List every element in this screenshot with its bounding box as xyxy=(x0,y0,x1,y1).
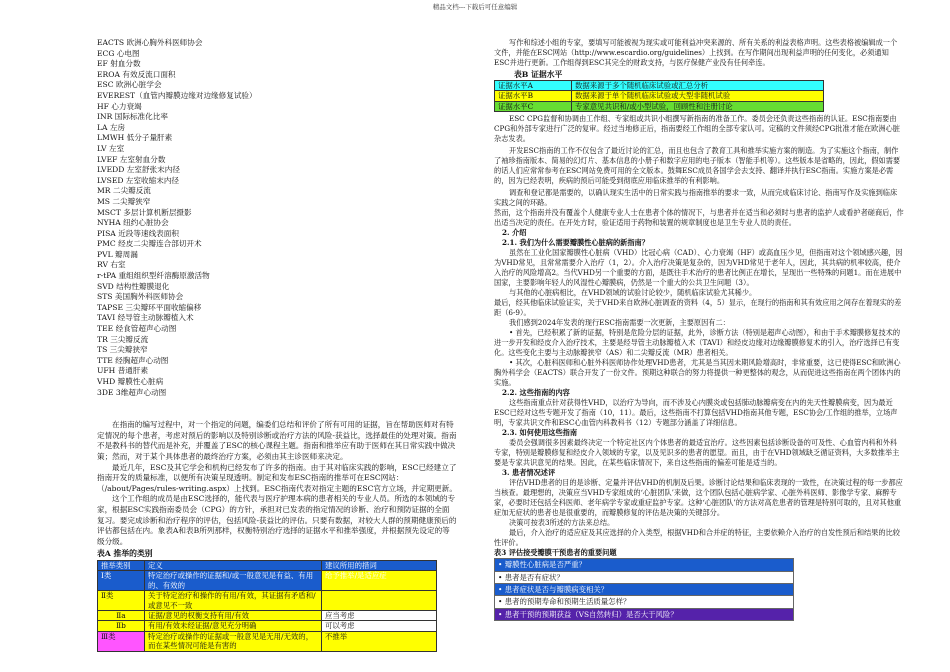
abbreviation-item: LV 左室 xyxy=(97,143,125,153)
paragraph: 然而，这个指南并没有覆盖个人健康专业人士在患者个体的情况下，与患者并在适当和必须时与患者的监护人或看护者磋商后，作出适当决定的责任。在开处方时，验证适用于药物和装置的规章制度也是卫生专业人员的责任。 xyxy=(494,208,904,228)
abbreviation-item: ESC 欧洲心脏学会 xyxy=(97,80,162,90)
table-cell: 应当考虑 xyxy=(322,610,437,620)
table-cell: 证据水平C xyxy=(495,101,572,111)
abbreviation-item: LVSED 左室收缩末内径 xyxy=(97,175,180,185)
table-3-row: • 患者干预的预期获益（VS自然转归）是否大于风险？ xyxy=(494,609,794,621)
table-cell: 可以考虑 xyxy=(322,621,437,631)
paragraph: 开发ESC指南的工作不仅包含了最近讨论的汇总，而且也包含了教育工具和推举实施方案的制造。为了实施这个指南，制作了袖珍指南版本、简易的幻灯片、基本信息的小册子和数字应用的电子版本（智能手机等）。这些版本是省略的，因此，假如需要的话人们应常常参考在ESC网站免费可用的全文版本。鼓舞ESC成员各国学会去支持、翻译并执行ESC指南。实施方案是必需的，因为已经表明，疾病的预后可能受到彻底应用临床推举的有利影响。 xyxy=(494,146,901,186)
table-3-row: • 患者的预期寿命和预期生活质量怎样？ xyxy=(494,596,794,608)
paragraph: 我们感到2024年发表的现行ESC指南需要一次更新，主要原因有二： xyxy=(509,318,730,328)
abbreviation-item: MSCT 多层计算机断层摄影 xyxy=(97,207,192,217)
table-cell: 不推举 xyxy=(322,631,437,651)
table-row xyxy=(98,571,437,591)
right-column xyxy=(494,38,904,621)
paragraph: 最近几年，ESC及其它学会和机构已经发布了许多的指南。由于其对临床实践的影响，ESC已经建立了指南开发的质量标准，以便所有决策呈现透明。制定和发布ESC指南的推举可在ESC网站：（/about/Pages/rules-writing.aspx）上找到。ESC指南代表对指定主题的ESC官方立场，并定期更新。 xyxy=(97,462,457,493)
paragraph: 决策可按表3所述的方法来总结。 xyxy=(509,518,615,528)
table-cell: 专家意见共识和/或小型试验，回顾性和注册讨论 xyxy=(572,101,824,111)
table-cell: 证据水平A xyxy=(495,81,572,91)
section-heading: 2. 介绍 xyxy=(502,228,527,238)
table-cell: 特定治疗或操作的证据或一般意见是无用/无效的，而在某些情况可能是有害的 xyxy=(145,631,322,651)
abbreviation-item: EVEREST（血管内瓣膜边缘对边缘修复试验） xyxy=(97,90,257,100)
abbreviation-item: TR 三尖瓣反流 xyxy=(97,334,149,344)
abbreviation-item: RV 右室 xyxy=(97,260,126,270)
paragraph: • 首先，已经积累了新的证据，特别是危险分层的证据，此外，诊断方法（特别是超声心动图），和由于手术瓣膜修复技术的进一步开发和经皮介入治疗技术，主要是经导管主动脉瓣植入术（TAVI）和经皮边缘对边缘瓣膜修复术的引入，治疗选择已有变化。这些变化主要与主动脉瓣狭窄（AS）和二尖瓣反流（MR）患者相关。 xyxy=(494,328,901,358)
table-cell: Ⅱa xyxy=(98,610,145,620)
abbreviation-item: TTE 经胸超声心动图 xyxy=(97,355,169,365)
table-row xyxy=(495,91,824,101)
abbreviation-item: UFH 普通肝素 xyxy=(97,366,149,376)
paragraph: 与其他的心脏病相比，在VHD领域的试验讨论较少，随机临床试验尤其稀少。 xyxy=(509,288,757,298)
table-3-title: 表3 评估接受瓣膜干预患者的重要问题 xyxy=(494,548,617,558)
table-row xyxy=(98,621,437,631)
table-header: 推举类别 xyxy=(98,560,145,570)
abbreviation-item: VHD 瓣膜性心脏病 xyxy=(97,377,164,386)
section-heading: 2.3. 如何使用这些指南 xyxy=(502,428,578,438)
table-cell: Ⅰ类 xyxy=(98,571,145,591)
table-a xyxy=(97,560,437,652)
abbreviation-item: PMC 经皮二尖瓣连合部切开术 xyxy=(97,239,202,249)
table-b-title: 表B 证据水平 xyxy=(514,70,563,79)
table-row xyxy=(98,610,437,620)
table-3-row: • 瓣膜性心脏病是否严重？ xyxy=(494,558,794,571)
abbreviation-item: EF 射血分数 xyxy=(97,59,141,69)
abbreviation-item: LA 左房 xyxy=(97,122,126,132)
table-3-row: • 患者是否有症状？ xyxy=(494,572,794,584)
paragraph: 这些指南重点针对获得性VHD，以治疗为导向，而不涉及心内膜炎或包括肺动脉瓣病变在内的先天性瓣膜病变，因为最近ESC已经对这些专题开发了指南（10，11）。最后，这些指南不打算包括VHD指南其他专题，ESC协会/工作组的推举，立场声明，专家共识文件和ESC心血管内科教科书（12）专题部分涵盖了详细信息。 xyxy=(494,398,898,428)
abbreviation-item: TEE 经食管超声心动图 xyxy=(97,324,177,334)
table-row xyxy=(98,631,437,651)
table-cell: 数据来源于单个随机临床试验或大型非随机试验 xyxy=(572,91,824,101)
table-cell: 特定治疗或操作的证据和/或一般意见是有益、有用的、有效的 xyxy=(145,571,322,591)
abbreviation-item: EACTS 欧洲心胸外科医师协会 xyxy=(97,38,203,47)
table-cell: Ⅲ类 xyxy=(98,631,145,651)
abbreviation-item: r-tPA 重组组织型纤溶酶原激活物 xyxy=(97,271,210,281)
paragraph: 评估VHD患者的目的是诊断、定量并评估VHD的机制及后果。诊断讨论结果和临床表现的一致性，在决策过程的每一步都应当核查。最理想的，决策应当VHD专家组成的‘心脏团队’来做，这个团队包括心脏病学家、心脏外科医师、影像学专家、麻醉专家，必要时还包括全科医师、老年病学专家或重症监护专家。这种‘心脏团队’的方法对高危患者的管理是特别可取的，且对其他重症加无症状的患者也是很重要的，而瓣膜修复的评估是决策的关键部分。 xyxy=(494,478,903,518)
table-cell: Ⅱ类 xyxy=(98,591,145,611)
abbreviation-item: ECG 心电图 xyxy=(97,48,140,58)
abbreviation-item: LVEF 左室射血分数 xyxy=(97,154,166,164)
paragraph: 最后，经其他临床试验证实，关于VHD来自欧洲心脏调查的资料（4，5）显示，在现行的指南和其有效应用之间存在着现实的差距（6-9）。 xyxy=(494,298,902,318)
abbreviation-item: SVD 结构性瓣膜退化 xyxy=(97,281,170,291)
abbreviation-item: PVL 瓣周漏 xyxy=(97,249,138,259)
table-cell xyxy=(322,591,437,611)
paragraph: 最后，介入治疗的适应症及其应选择的介入类型，根据VHD和合并症的特征，主要依赖介入治疗的自发性预后和结果的比较性评价。 xyxy=(494,528,900,548)
table-row xyxy=(495,101,824,111)
section-heading: 2.2. 这些指南的内容 xyxy=(502,388,570,398)
abbreviation-item: PISA 近段等速线表面积 xyxy=(97,228,179,238)
page-header: 精品文档---下载后可任意编辑 xyxy=(432,3,518,11)
table-header: 定义 xyxy=(145,560,322,570)
table-cell: 证据/意见的权衡支持有用/有效 xyxy=(145,610,322,620)
abbreviation-item: INR 国际标准化比率 xyxy=(97,112,168,122)
section-heading: 2.1. 我们为什么需要瓣膜性心脏病的新指南？ xyxy=(502,238,649,248)
abbreviation-list xyxy=(97,38,457,398)
abbreviation-item: STS 美国胸外科医师协会 xyxy=(97,292,184,302)
table-b xyxy=(494,80,824,112)
table-a-title: 表A 推举的类别 xyxy=(97,549,153,559)
table-row xyxy=(98,591,437,611)
table-cell: 证据水平B xyxy=(495,91,572,101)
table-cell: 给予推举/是适应症 xyxy=(322,571,437,591)
paragraph: 虽然在工业化国家瓣膜性心脏病（VHD）比冠心病（CAD）、心力衰竭（HF）或高血压少见，但指南对这个领域感兴趣，因为VHD常见，且常常需要介入治疗（1，2）。介入治疗决策是复杂的，因为VHD常见于老年人，因此，其共病的机率较高，使介入治疗的风险增高2。当代VHD另一个重要的方面，是既往手术治疗的患者比例正在增长，呈现出一些特殊的问题1。而在进展中国家，主要影响年轻人的风湿性心瓣膜病，仍然是一个重大的公共卫生问题（3）。 xyxy=(494,248,903,288)
table-cell: 有用/有效未经证据/意见充分明确 xyxy=(145,621,322,631)
paragraph: 委员会强调很多因素最终决定一个特定社区内个体患者的最适宜治疗。这些因素包括诊断设备的可及性、心血管内科和外科专家，特别是瓣膜修复和经皮介入领域的专家，以及见识多的患者的愿望。而且，由于在VHD领域缺乏循证资料，大多数推举主要是专家共识意见的结果。因此，在某些临床情况下，来自这些指南的偏差可能是适当的。 xyxy=(494,438,900,468)
abbreviation-item: MR 二尖瓣反流 xyxy=(97,186,151,196)
paragraph: 调查和登记都是需要的，以确认现实生活中的日常实践与指南推举的要求一致，从而完成临床讨论、指南写作及实施到临床实践之间的环路。 xyxy=(494,188,898,208)
section-heading: 3. 患者情况述评 xyxy=(502,468,556,478)
abbreviation-item: LVEDD 左室舒张末内径 xyxy=(97,165,180,175)
abbreviation-item: TAPSE 三尖瓣环平面收缩偏移 xyxy=(97,302,202,312)
abbreviation-item: LMWH 低分子量肝素 xyxy=(97,133,173,143)
paragraph: 写作和综述小组的专家，要填写可能被视为现实或可能利益冲突来源的、所有关系的利益表格声明。这些表格被编辑成一个文件，并能在ESC网站（http://www.escardio.org/guidelines）上找到。在写作期间出现利益声明的任何变化，必须通知ESC并进行更新。工作组得到ESC其完全的财政支持，与医疗保健产业没有任何牵连。 xyxy=(494,38,898,67)
left-column xyxy=(97,38,457,652)
abbreviation-item: HF 心力衰竭 xyxy=(97,101,142,111)
paragraph: 在指南的编写过程中，对一个指定的问题，编委们总结和评价了所有可用的证据，旨在帮助医师对有特定情况的每个患者，考虑对预后的影响以及特别诊断或治疗方法的风险-获益比，选择最佳的处理对策。指南不是教科书的替代而是补充，并覆盖了ESC的核心课程主题。指南和推举应有助于医师在其日常实践中做决策；然而，对于某个具体患者的最终治疗方案，必须由其主诊医师来决定。 xyxy=(97,420,457,461)
paragraph: ESC CPG监督和协调由工作组、专家组或共识小组撰写新指南的准备工作。委员会还负责这些指南的认证。ESC指南要由CPG和外部专家进行广泛的复审。经过当地修正后，指南要经工作组的全部专家认可。定稿的文件须经CPG批准才能在欧洲心脏杂志发表。 xyxy=(494,114,900,144)
abbreviation-item: NYHA 纽约心脏协会 xyxy=(97,218,169,228)
abbreviation-item: TS 三尖瓣狭窄 xyxy=(97,345,148,355)
table-header: 建议所用的措词 xyxy=(322,560,437,570)
table-row xyxy=(495,81,824,91)
abbreviation-item: MS 二尖瓣狭窄 xyxy=(97,196,151,206)
abbreviation-item: EROA 有效反流口面积 xyxy=(97,69,176,79)
abbreviation-item: TAVI 经导管主动脉瓣植入术 xyxy=(97,313,194,323)
abbreviation-item: 3DE 3维超声心动图 xyxy=(97,387,167,397)
table-3-row: • 患者症状是否与瓣膜病变相关？ xyxy=(494,584,794,596)
table-header-row xyxy=(98,560,437,570)
paragraph: • 其次，心脏科医师和心脏外科医师协作处理VHD患者，尤其是当其因未期风险增高时，非常重要，这已使得ESC和欧洲心胸外科学会（EACTS）联合开发了一份文件。预期这种联合的努力将提供一种更整体的观念，从而促进这些指南在两个团体内的实施。 xyxy=(494,358,901,388)
table-cell: 数据来源于多个随机临床试验或汇总分析 xyxy=(572,81,824,91)
table-3 xyxy=(494,558,794,621)
table-cell: Ⅱb xyxy=(98,621,145,631)
paragraph: 这个工作组的成员是由ESC选择的，能代表与医疗护理本病的患者相关的专业人员。所选的本领域的专家，根据ESC实践指南委员会（CPG）的方针，承担对已发表的指定情况的诊断、治疗和预防证据的全面复习。要完成诊断和治疗程序的评估，包括风险-获益比的评估。只要有数据，对较大人群的预期健康预后的评估都包括在内。象表A和表B所列那样，权衡特别治疗选择的证据水平和推举强度，并根据预先设定的等级分级。 xyxy=(97,494,457,546)
table-cell: 关于特定治疗和操作的有用/有效，其证据有矛盾和/或意见不一致 xyxy=(145,591,322,611)
